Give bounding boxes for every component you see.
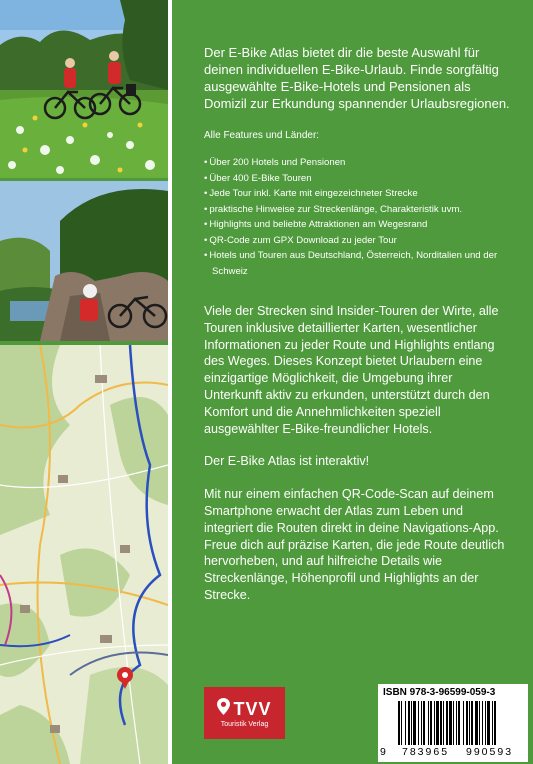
feature-item: • Highlights und beliebte Attraktionen am Wegesrand xyxy=(204,217,510,233)
barcode-digits-right: 990593 xyxy=(466,746,514,758)
qr-paragraph: Mit nur einem einfachen QR-Code-Scan auf deinem Smartphone erwacht der Atlas zum Leben und integriert die Routen direkt in deine Navigations-App. Freue dich auf präzise Karten, die jede Route deutlich hervorheben, und auf hilfreiche Details wie Streckenlänge, Höhenprofil und Highlights an der Strecke. xyxy=(204,487,505,602)
barcode-bar xyxy=(411,701,412,745)
publisher-logo xyxy=(204,687,285,739)
photo-cyclist-rocks xyxy=(0,181,168,341)
description-paragraph: Viele der Strecken sind Insider-Touren der Wirte, alle Touren inklusive detaillierter Karten, wesentlicher Informationen zu jeder Route und Highlights entlang des Weges. Dieses Konzept bietet Urlaubern eine einzigartige Möglichkeit, die Umgebung ihrer Unterkunft aktiv zu erkunden, unterstützt durch den Komfort und die Annehmlichkeiten speziell ausgewählter E-Bike-freundlicher Hotels. xyxy=(204,304,499,436)
barcode-bar xyxy=(401,701,402,745)
barcode-bar xyxy=(471,701,473,745)
photo-divider xyxy=(168,0,172,764)
photo-route-map xyxy=(0,345,168,764)
barcode-bar xyxy=(458,701,460,745)
barcode-bar xyxy=(479,701,480,745)
barcode-bar xyxy=(469,701,470,745)
logo-subtitle: Touristik Verlag xyxy=(220,721,269,728)
barcode-bar xyxy=(466,701,468,745)
barcode-bar xyxy=(428,701,429,745)
barcode-bar xyxy=(446,701,448,745)
barcode-bar xyxy=(485,701,486,745)
barcode-bar xyxy=(482,701,483,745)
barcode-bar xyxy=(436,701,439,745)
features-title: Alle Features und Länder: xyxy=(204,130,320,141)
barcode-bar xyxy=(413,701,416,745)
barcode-bar xyxy=(408,701,410,745)
barcode-bar xyxy=(492,701,493,745)
barcode-bar xyxy=(463,701,464,745)
feature-item: • QR-Code zum GPX Download zu jeder Tour xyxy=(204,233,510,249)
barcode-bar xyxy=(398,701,400,745)
features-list xyxy=(204,155,510,279)
barcode-bar xyxy=(423,701,425,745)
barcode-bar xyxy=(487,701,490,745)
barcode-bar xyxy=(434,701,435,745)
feature-item: • praktische Hinweise zur Streckenlänge, Charakteristik uvm. xyxy=(204,202,510,218)
barcode-bar xyxy=(456,701,457,745)
barcode-bar xyxy=(494,701,496,745)
barcode-digits-left: 783965 xyxy=(402,746,450,758)
feature-item: • Jede Tour inkl. Karte mit eingezeichneter Strecke xyxy=(204,186,510,202)
isbn-text: ISBN 978-3-96599-059-3 xyxy=(383,687,496,698)
barcode-bar xyxy=(440,701,442,745)
barcode-bar xyxy=(453,701,454,745)
barcode-bar xyxy=(430,701,432,745)
feature-item: • Hotels und Touren aus Deutschland, Österreich, Norditalien und der Schweiz xyxy=(204,248,510,279)
barcode-bar xyxy=(475,701,478,745)
barcode-bar xyxy=(405,701,406,745)
interactive-heading: Der E-Bike Atlas ist interaktiv! xyxy=(204,454,370,469)
intro-text: Der E-Bike Atlas bietet dir die beste Auswahl für deinen individuellen E-Bike-Urlaub. Finde sorgfältig ausgewählte E-Bike-Hotels und Pensionen als Domizil zur Erkundung spannender Urlaubsregionen. xyxy=(204,45,510,111)
feature-item: • Über 200 Hotels und Pensionen xyxy=(204,155,510,171)
barcode xyxy=(382,701,524,747)
barcode-bar xyxy=(418,701,419,745)
feature-item: • Über 400 E-Bike Touren xyxy=(204,171,510,187)
barcode-digit-first: 9 xyxy=(380,746,386,758)
barcode-bar xyxy=(421,701,422,745)
text-column xyxy=(204,44,510,620)
barcode-bar xyxy=(449,701,452,745)
location-pin-icon xyxy=(217,698,230,720)
barcode-bar xyxy=(443,701,444,745)
barcode-box xyxy=(378,684,528,762)
photo-column xyxy=(0,0,168,764)
logo-name: TVV xyxy=(233,698,272,719)
photo-cyclists-meadow xyxy=(0,0,168,178)
